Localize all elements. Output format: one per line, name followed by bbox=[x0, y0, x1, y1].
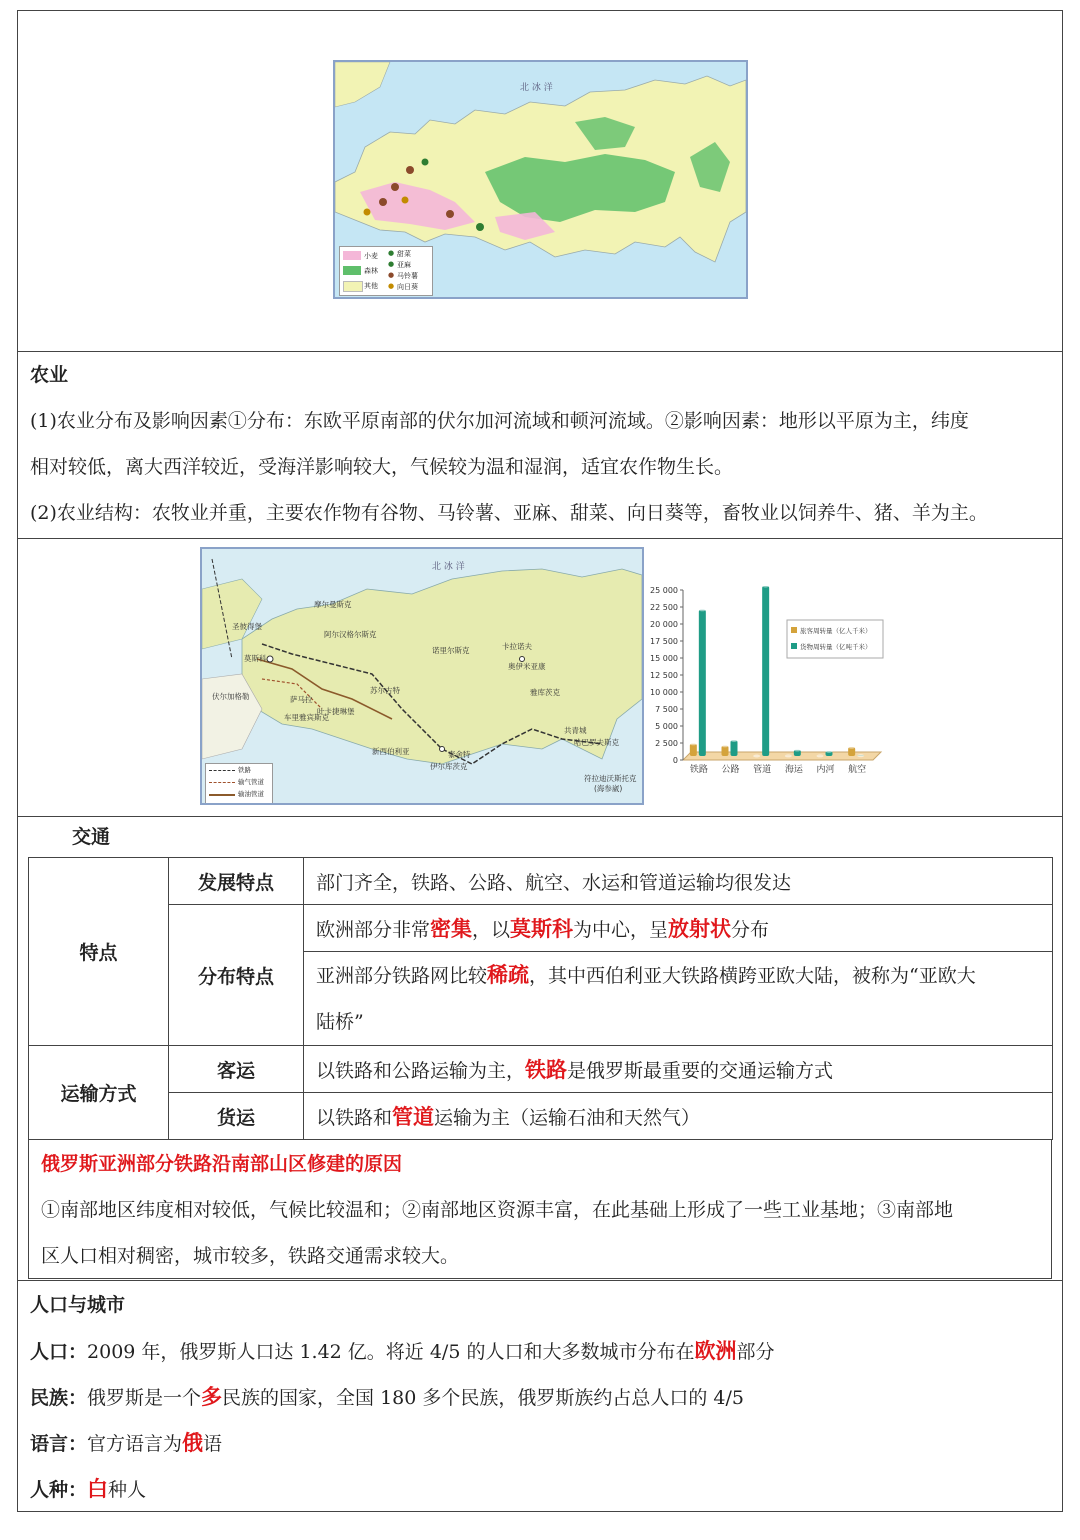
row-group-features: 特点 bbox=[29, 858, 169, 1046]
bar bbox=[690, 744, 697, 756]
divider bbox=[17, 1280, 1063, 1281]
x-tick-label: 铁路 bbox=[689, 765, 708, 775]
asia-distribution: 亚洲部分铁路网比较稀疏，其中西伯利亚大铁路横跨亚欧大陆，被称为“亚欧大 陆桥” bbox=[304, 952, 1053, 1046]
passenger-label: 客运 bbox=[169, 1046, 304, 1093]
y-tick-label: 2 500 bbox=[655, 739, 678, 748]
railway-reason-line2: 区人口相对稠密，城市较多，铁路交通需求较大。 bbox=[41, 1245, 460, 1267]
legend-label: 货物周转量（亿吨千米） bbox=[800, 643, 872, 651]
legend-label: 输油管道 bbox=[238, 790, 264, 798]
legend-label: 旅客周转量（亿人千米） bbox=[800, 627, 872, 635]
sunflower-icon: ● bbox=[388, 282, 395, 290]
agriculture-p1-line1: (1)农业分布及影响因素①分布：东欧平原南部的伏尔加河流域和顿河流域。②影响因素：地形以平原为主，纬度 bbox=[30, 410, 969, 432]
y-tick-label: 0 bbox=[672, 756, 678, 765]
y-tick-label: 12 500 bbox=[650, 671, 678, 680]
x-tick-label: 航空 bbox=[848, 765, 867, 775]
legend-label: 输气管道 bbox=[238, 778, 264, 786]
bar-cap bbox=[785, 754, 792, 757]
legend-swatch bbox=[791, 627, 797, 633]
y-tick-label: 25 000 bbox=[650, 586, 678, 595]
ethnicity-line: 民族：俄罗斯是一个多民族的国家，全国 180 多个民族，俄罗斯族约占总人口的 4/5 bbox=[30, 1385, 744, 1409]
divider bbox=[17, 538, 1063, 539]
legend-label: 向日葵 bbox=[397, 283, 418, 291]
flax-icon: ● bbox=[388, 260, 395, 268]
bar-cap bbox=[722, 744, 729, 747]
transport-table bbox=[28, 857, 1053, 1140]
legend-label: 小麦 bbox=[364, 252, 378, 260]
x-tick-label: 公路 bbox=[721, 765, 740, 775]
sugar-beet-icon: ● bbox=[388, 249, 395, 257]
city-label: 雅库茨克 bbox=[530, 688, 560, 697]
freight-label: 货运 bbox=[169, 1093, 304, 1140]
legend-label: 甜菜 bbox=[397, 250, 411, 258]
europe-distribution: 欧洲部分非常密集，以莫斯科为中心，呈放射状分布 bbox=[304, 905, 1053, 952]
legend-label: 亚麻 bbox=[397, 261, 411, 269]
y-tick-label: 17 500 bbox=[650, 637, 678, 646]
city-label: (海参崴) bbox=[594, 784, 623, 793]
legend-forest-swatch bbox=[343, 266, 361, 275]
city-label: 卡拉诺夫 bbox=[502, 642, 532, 651]
transport-map bbox=[200, 547, 644, 805]
city-label: 符拉迪沃斯托克 bbox=[584, 774, 637, 783]
transport-title: 交通 bbox=[72, 826, 111, 848]
y-tick-label: 20 000 bbox=[650, 620, 678, 629]
agriculture-p2: (2)农业结构：农牧业并重，主要农作物有谷物、马铃薯、亚麻、甜菜、向日葵等，畜牧业以饲养牛、猪、羊为主。 bbox=[30, 502, 988, 524]
city-label: 车里雅宾斯克 bbox=[284, 713, 329, 722]
city-label: 莫斯科 bbox=[244, 654, 267, 663]
city-label: 哈巴罗夫斯克 bbox=[574, 738, 619, 747]
city-label: 奥伊米亚康 bbox=[508, 662, 546, 671]
legend-other-swatch bbox=[343, 281, 363, 292]
dist-label: 分布特点 bbox=[169, 905, 304, 1046]
bar-cap bbox=[753, 755, 760, 758]
passenger-text: 以铁路和公路运输为主，铁路是俄罗斯最重要的交通运输方式 bbox=[304, 1046, 1053, 1093]
divider bbox=[17, 351, 1063, 352]
legend-label: 森林 bbox=[364, 267, 378, 275]
language-line: 语言：官方语言为俄语 bbox=[30, 1431, 223, 1455]
x-tick-label: 内河 bbox=[816, 765, 835, 775]
agriculture-map bbox=[333, 60, 748, 299]
population-line: 人口：2009 年，俄罗斯人口达 1.42 亿。将近 4/5 的人口和大多数城市分布在欧洲部分 bbox=[30, 1339, 775, 1363]
city-label: 伊尔库茨克 bbox=[430, 762, 468, 771]
city-label: 叶卡捷琳堡 bbox=[317, 707, 355, 716]
x-tick-label: 管道 bbox=[753, 765, 772, 775]
freight-text: 以铁路和管道运输为主（运输石油和天然气） bbox=[304, 1093, 1053, 1140]
bar-cap bbox=[848, 746, 855, 749]
transport-volume-chart bbox=[645, 580, 885, 785]
y-tick-label: 15 000 bbox=[650, 654, 678, 663]
map1-legend bbox=[339, 246, 433, 296]
map2-legend bbox=[205, 763, 273, 805]
bar bbox=[722, 746, 729, 756]
city-label: 伏尔加格勒 bbox=[212, 692, 250, 701]
dev-label: 发展特点 bbox=[169, 858, 304, 905]
railway-reason-title: 俄罗斯亚洲部分铁路沿南部山区修建的原因 bbox=[41, 1153, 403, 1175]
city-label: 泰舍特 bbox=[448, 750, 471, 759]
y-tick-label: 22 500 bbox=[650, 603, 678, 612]
city-label: 苏尔古特 bbox=[370, 686, 400, 695]
bar-cap bbox=[817, 754, 824, 757]
bar-cap bbox=[857, 754, 864, 757]
bar-cap bbox=[826, 750, 833, 753]
potato-icon: ● bbox=[388, 271, 395, 279]
y-tick-label: 5 000 bbox=[655, 722, 678, 731]
bar bbox=[731, 740, 738, 756]
bar-cap bbox=[690, 742, 697, 745]
legend-swatch bbox=[791, 643, 797, 649]
x-tick-label: 海运 bbox=[784, 765, 803, 775]
bar bbox=[699, 610, 706, 756]
city-label: 诺里尔斯克 bbox=[432, 646, 470, 655]
city-label: 新西伯利亚 bbox=[372, 747, 410, 756]
y-tick-label: 10 000 bbox=[650, 688, 678, 697]
population-title: 人口与城市 bbox=[30, 1294, 126, 1316]
city-label: 摩尔曼斯克 bbox=[314, 600, 352, 609]
city-label: 圣彼得堡 bbox=[232, 622, 262, 631]
chart-legend bbox=[787, 620, 883, 658]
map2-sea-label: 北 冰 洋 bbox=[432, 562, 465, 572]
bar-cap bbox=[731, 739, 738, 742]
y-tick-label: 7 500 bbox=[655, 705, 678, 714]
row-group-modes: 运输方式 bbox=[29, 1046, 169, 1140]
divider bbox=[17, 816, 1063, 817]
city-label: 阿尔汉格尔斯克 bbox=[324, 630, 377, 639]
city-label: 共青城 bbox=[564, 726, 587, 735]
legend-label: 其他 bbox=[364, 282, 378, 290]
legend-label: 铁路 bbox=[238, 766, 251, 774]
race-line: 人种：白种人 bbox=[30, 1477, 147, 1501]
railway-reason-box bbox=[28, 1139, 1052, 1279]
bar-cap bbox=[794, 748, 801, 751]
bar-cap bbox=[699, 608, 706, 611]
agriculture-title: 农业 bbox=[30, 364, 69, 386]
railway-reason-line1: ①南部地区纬度相对较低，气候比较温和；②南部地区资源丰富，在此基础上形成了一些工业基地；③南部地 bbox=[41, 1199, 954, 1221]
map1-sea-label: 北 冰 洋 bbox=[520, 83, 553, 93]
legend-wheat-swatch bbox=[343, 251, 361, 260]
legend-label: 马铃薯 bbox=[397, 272, 418, 280]
bar bbox=[762, 586, 769, 756]
agriculture-p1-line2: 相对较低，离大西洋较近，受海洋影响较大，气候较为温和湿润，适宜农作物生长。 bbox=[30, 456, 734, 478]
dev-text: 部门齐全，铁路、公路、航空、水运和管道运输均很发达 bbox=[304, 858, 1053, 905]
city-label: 萨马拉 bbox=[290, 695, 313, 704]
bar-cap bbox=[762, 585, 769, 588]
